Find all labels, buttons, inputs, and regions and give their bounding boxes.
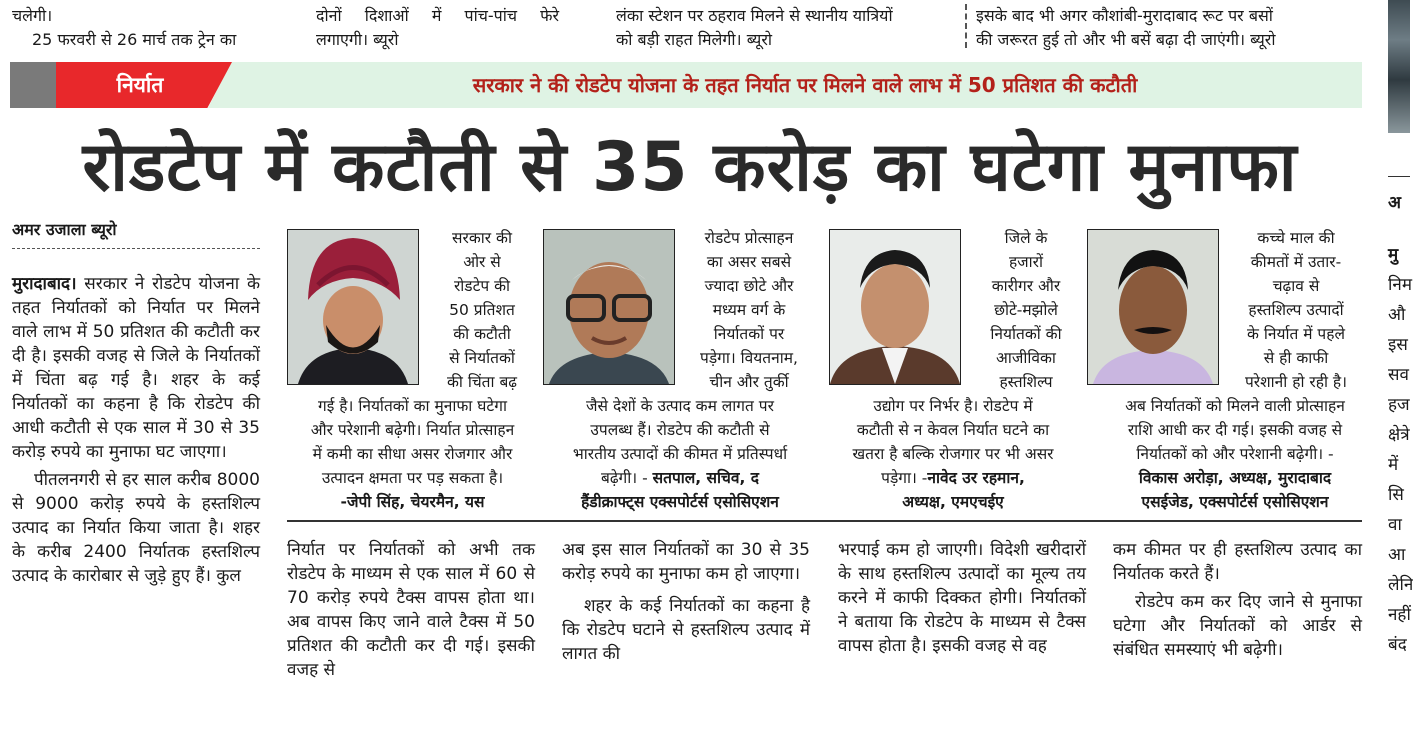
byline-rule <box>12 248 260 249</box>
adjacent-line: नहीं <box>1388 605 1411 625</box>
quote-line: ओर से <box>463 253 501 271</box>
quote-line: से निर्यातकों <box>449 349 515 367</box>
top-col1-line1: चलेगी। <box>12 6 53 25</box>
quote-2-side <box>683 226 815 394</box>
man-glasses-photo <box>543 229 675 385</box>
body-column-5 <box>1113 538 1362 662</box>
quote-attribution: विकास अरोड़ा, अध्यक्ष, मुरादाबाद <box>1138 469 1332 487</box>
strap-gray-block <box>10 62 58 108</box>
lead-column <box>12 272 260 588</box>
quote-line <box>818 466 1088 490</box>
quote-line: रोडटेप की <box>453 277 511 295</box>
quote-line: का असर सबसे <box>706 253 792 271</box>
adjacent-line: सि <box>1388 485 1404 505</box>
quote-line: सरकार की <box>452 229 512 247</box>
quote-line: कीमतों में उतार- <box>1250 253 1342 271</box>
quote-line: हजारों <box>1008 253 1044 271</box>
quote-line: की चिंता बढ़ <box>446 373 518 391</box>
adjacent-line: वा <box>1388 515 1402 535</box>
quote-line: अब निर्यातकों को मिलने वाली प्रोत्साहन <box>1125 397 1345 415</box>
quote-line: चढ़ाव से <box>1272 277 1320 295</box>
strap-kicker: सरकार ने की रोडटेप योजना के तहत निर्यात पर मिलने वाले लाभ में 50 प्रतिशत की कटौती <box>472 73 1138 97</box>
quote-line: खतरा है बल्कि रोजगार पर भी असर <box>852 445 1054 463</box>
byline: अमर उजाला ब्यूरो <box>12 220 117 239</box>
adjacent-line: इस <box>1388 335 1408 355</box>
top-story-col-4 <box>976 4 1376 52</box>
adjacent-line: क्षेत्रे <box>1388 425 1410 445</box>
body-column-4 <box>838 538 1086 658</box>
section-rule <box>287 520 1362 522</box>
man-suit-photo <box>829 229 961 385</box>
top-col4-line2: की जरूरत हुई तो और भी बसें बढ़ा दी जाएंगी। ब्यूरो <box>976 30 1276 49</box>
quote-line: परेशानी हो रही है। <box>1244 373 1348 391</box>
quote-1-body <box>280 394 545 514</box>
quote-line: कटौती से न केवल निर्यात घटने का <box>856 421 1050 439</box>
quote-line: मध्यम वर्ग के <box>712 301 786 319</box>
body-para: रोडटेप कम कर दिए जाने से मुनाफा घटेगा और निर्यातकों को आर्डर से संबंधित समस्याएं भी बढ़ेगी। <box>1113 592 1362 660</box>
quote-line: भारतीय उत्पादों की कीमत में प्रतिस्पर्धा <box>572 445 788 463</box>
quote-4-body <box>1090 394 1380 514</box>
quote-line: कच्चे माल की <box>1257 229 1335 247</box>
quote-line-text: बढ़ेगी। - <box>600 469 648 487</box>
top-col2-line2: लगाएगी। ब्यूरो <box>316 30 399 49</box>
section-label: निर्यात <box>116 73 164 97</box>
quote-attribution: -जेपी सिंह, चेयरमैन, यस <box>340 493 485 511</box>
quote-1-side <box>427 226 537 394</box>
adjacent-story-heading: अ <box>1388 193 1401 213</box>
quote-line: 50 प्रतिशत <box>449 301 515 319</box>
quote-line: गई है। निर्यातकों का मुनाफा घटेगा <box>318 397 507 415</box>
quote-line: उत्पादन क्षमता पर पड़ सकता है। <box>321 469 504 487</box>
top-col1-line2: 25 फरवरी से 26 मार्च तक ट्रेन का <box>32 30 237 49</box>
quote-line: ज्यादा छोटे और <box>704 277 794 295</box>
quote-2-body <box>540 394 820 514</box>
body-column-2 <box>287 538 535 682</box>
adjacent-line: निम <box>1388 275 1413 295</box>
column-divider <box>965 4 967 48</box>
quote-line: उपलब्ध हैं। रोडटेप की कटौती से <box>590 421 770 439</box>
quote-line-text: पड़ेगा। - <box>881 469 928 487</box>
top-story-col-3 <box>616 4 956 52</box>
quote-line: से ही काफी <box>1263 349 1329 367</box>
top-story-col-2 <box>316 4 596 52</box>
quote-line: में कमी का सीधा असर रोजगार और <box>312 445 513 463</box>
quote-line: पड़ेगा। वियतनाम, <box>700 349 798 367</box>
top-col3-line2: को बड़ी राहत मिलेगी। ब्यूरो <box>616 30 773 49</box>
quote-line: रोडटेप प्रोत्साहन <box>704 229 794 247</box>
quote-attribution: अध्यक्ष, एमएचईए <box>902 493 1004 511</box>
quote-line: हस्तशिल्प उत्पादों <box>1248 301 1344 319</box>
adjacent-line: सव <box>1388 365 1409 385</box>
quote-line: कारीगर और <box>991 277 1061 295</box>
adjacent-line: लेनि <box>1388 575 1413 595</box>
man-mustache-photo <box>1087 229 1219 385</box>
quote-3-body <box>818 394 1088 514</box>
adjacent-line: बंद <box>1388 635 1407 655</box>
quote-line: जैसे देशों के उत्पाद कम लागत पर <box>586 397 774 415</box>
quote-attribution: सतपाल, सचिव, द <box>652 469 760 487</box>
quote-line: छोटे-मझोले <box>994 301 1058 319</box>
quote-3-side <box>965 226 1087 394</box>
adjacent-line: औ <box>1388 305 1406 325</box>
quote-line: आजीविका <box>996 349 1056 367</box>
dateline: मुरादाबाद। <box>12 274 77 294</box>
adjacent-line: आ <box>1388 545 1406 565</box>
top-col4-line1: इसके बाद भी अगर कौशांबी-मुरादाबाद रूट पर बसों <box>976 6 1273 25</box>
quote-4-side <box>1226 226 1366 394</box>
quote-attribution: एसईजेड, एक्सपोर्टर्स एसोसिएशन <box>1141 493 1329 511</box>
lead-para-1 <box>12 272 260 464</box>
quote-line: राशि आधी कर दी गई। इसकी वजह से <box>1127 421 1343 439</box>
body-para: अब इस साल निर्यातकों का 30 से 35 करोड़ रुपये का मुनाफा कम हो जाएगा। <box>562 540 810 584</box>
adjacent-line: हज <box>1388 395 1410 415</box>
quote-attribution: नावेद उर रहमान, <box>927 469 1025 487</box>
quote-line: निर्यातकों की <box>990 325 1062 343</box>
quote-line: उद्योग पर निर्भर है। रोडटेप में <box>873 397 1033 415</box>
body-para: भरपाई कम हो जाएगी। विदेशी खरीदारों के साथ हस्तशिल्प उत्पादों का मूल्य तय करने में काफी दिक्कत होगी। निर्यातकों ने बताया कि रोडटेप के माध्यम से टैक्स वापस होता है। इसकी वजह से वह <box>838 540 1086 656</box>
body-column-3 <box>562 538 810 666</box>
top-col2-line1: दोनों दिशाओं में पांच-पांच फेरे <box>316 6 560 25</box>
top-story-col-1 <box>12 4 292 52</box>
quote-attribution: हैंडीक्राफ्ट्स एक्सपोर्टर्स एसोसिएशन <box>581 493 779 511</box>
adjacent-story-photo <box>1388 0 1410 133</box>
adjacent-line: में <box>1388 455 1399 475</box>
quote-line: निर्यातकों पर <box>713 325 785 343</box>
top-col3-line1: लंका स्टेशन पर ठहराव मिलने से स्थानीय यात्रियों <box>616 6 893 25</box>
quote-line: के निर्यात में पहले <box>1247 325 1345 343</box>
quote-line: चीन और तुर्की <box>709 373 789 391</box>
quote-line: हस्तशिल्प <box>999 373 1053 391</box>
man-red-turban-photo <box>287 229 419 385</box>
adjacent-line: मु <box>1388 245 1399 265</box>
quote-line: की कटौती <box>453 325 511 343</box>
body-para: कम कीमत पर ही हस्तशिल्प उत्पाद का निर्यातक करते हैं। <box>1113 540 1362 584</box>
body-para: शहर के कई निर्यातकों का कहना है कि रोडटेप घटाने से हस्तशिल्प उत्पाद में लागत की <box>562 596 810 664</box>
quote-line <box>540 466 820 490</box>
lead-para-1-text: सरकार ने रोडटेप योजना के तहत निर्यातकों को निर्यात पर मिलने वाले लाभ में 50 प्रतिशत की कटौती कर दी है। इसकी वजह से जिले के निर्यातकों में चिंता बढ़ गई है। शहर के कई निर्यातकों का कहना है कि रोडटेप की आधी कटौती से एक साल में 30 से 35 करोड़ रुपये का मुनाफा घट जाएगा। <box>12 274 260 462</box>
lead-para-2: पीतलनगरी से हर साल करीब 8000 से 9000 करोड़ रुपये के हस्तशिल्प उत्पाद का निर्यात किया जाता है। शहर के करीब 2400 निर्यातक हस्तशिल्प उत्पाद के कारोबार से जुड़े हुए हैं। कुल <box>12 470 260 586</box>
adjacent-story-text <box>1388 240 1413 660</box>
adjacent-story-rule <box>1388 176 1410 177</box>
quote-line: जिले के <box>1004 229 1048 247</box>
headline: रोडटेप में कटौती से 35 करोड़ का घटेगा मुनाफा <box>82 128 1298 207</box>
quote-line: निर्यातकों को और परेशानी बढ़ेगी। - <box>1136 445 1334 463</box>
quote-line: और परेशानी बढ़ेगी। निर्यात प्रोत्साहन <box>310 421 515 439</box>
body-para: निर्यात पर निर्यातकों को अभी तक रोडटेप के माध्यम से एक साल में 60 से 70 करोड़ रुपये टैक्स वापस होता था। अब वापस किए जाने वाले टैक्स में 50 प्रतिशत की कटौती कर दी गई। इसकी वजह से <box>287 540 535 680</box>
